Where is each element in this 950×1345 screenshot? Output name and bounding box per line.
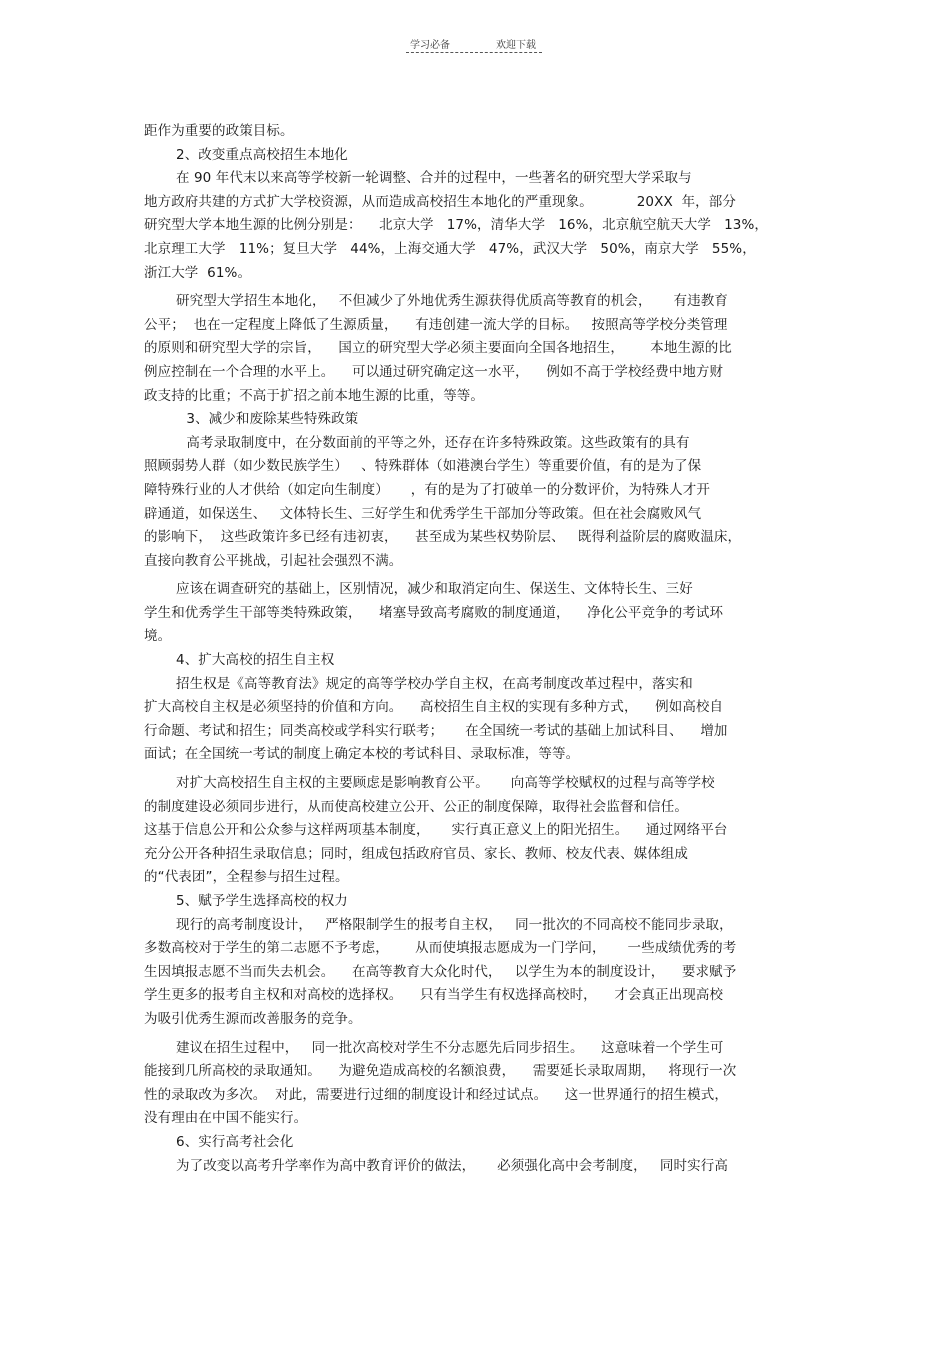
body-line: 直接向教育公平挑战，引起社会强烈不满。 [144,552,403,569]
header-left-text: 学习必备 [410,40,450,51]
body-line: 为吸引优秀生源而改善服务的竞争。 [144,1010,362,1027]
body-line: 公平； 也在一定程度上降低了生源质量， 有违创建一流大学的目标。 按照高等学校分类管理 [144,316,728,333]
section-heading: 3、减少和废除某些特殊政策 [182,411,359,428]
body-line: 照顾弱势人群（如少数民族学生） 、特殊群体（如港澳台学生）等重要价值，有的是为了保 [144,458,702,475]
body-line: 生因填报志愿不当而失去机会。 在高等教育大众化时代， 以学生为本的制度设计， 要求赋予 [144,963,737,980]
body-line: 没有理由在中国不能实行。 [144,1110,308,1127]
header-right-text: 欢迎下载 [496,40,536,51]
body-line: 的制度建设必须同步进行，从而使高校建立公开、公正的制度保障，取得社会监督和信任。 [144,798,688,815]
document-body [144,120,808,1178]
body-line: 充分公开各种招生录取信息；同时，组成包括政府官员、家长、教师、校友代表、媒体组成 [144,845,688,862]
section-heading: 4、扩大高校的招生自主权 [176,652,335,669]
body-line: 距作为重要的政策目标。 [144,123,294,139]
header-dashed-rule [406,52,542,53]
body-line: 障特殊行业的人才供给（如定向生制度） ，有的是为了打破单一的分数评价，为特殊人才开 [144,481,710,498]
page-header [0,40,950,60]
body-line: 的原则和研究型大学的宗旨， 国立的研究型大学必须主要面向全国各地招生， 本地生源的比 [144,340,732,357]
body-line: 研究型大学招生本地化， 不但减少了外地优秀生源获得优质高等教育的机会， 有违教育 [176,293,728,310]
body-line: 这基于信息公开和公众参与这样两项基本制度， 实行真正意义上的阳光招生。 通过网络平台 [144,822,728,839]
body-line: 的影响下， 这些政策许多已经有违初衷， 甚至成为某些权势阶层、 既得利益阶层的腐败温床， [144,529,742,546]
body-line: 境。 [144,628,172,645]
section-heading: 6、实行高考社会化 [176,1133,294,1150]
body-line: 研究型大学本地生源的比例分别是： 北京大学 17%，清华大学 16%，北京航空航天大学 13%， [144,217,769,234]
body-line: 对扩大高校招生自主权的主要顾虑是影响教育公平。 向高等学校赋权的过程与高等学校 [176,775,715,792]
body-line: 在 90 年代末以来高等学校新一轮调整、合并的过程中，一些著名的研究型大学采取与 [176,170,692,187]
body-line: 建议在招生过程中， 同一批次高校对学生不分志愿先后同步招生。 这意味着一个学生可 [176,1039,724,1056]
body-line: 辟通道，如保送生、 文体特长生、三好学生和优秀学生干部加分等政策。但在社会腐败风气 [144,505,702,522]
body-line: 浙江大学 61%。 [144,264,252,281]
body-line: 招生权是《高等教育法》规定的高等学校办学自主权，在高考制度改革过程中，落实和 [176,675,693,692]
body-line: 为了改变以高考升学率作为高中教育评价的做法， 必须强化高中会考制度， 同时实行高 [176,1157,728,1174]
body-line: 地方政府共建的方式扩大学校资源，从而造成高校招生本地化的严重现象。 20XX 年，部分 [144,193,736,210]
body-line: 现行的高考制度设计， 严格限制学生的报考自主权， 同一批次的不同高校不能同步录取， [176,916,733,933]
body-line: 能接到几所高校的录取通知。 为避免造成高校的名额浪费， 需要延长录取周期， 将现行一次 [144,1063,737,1080]
section-heading: 5、赋予学生选择高校的权力 [176,893,348,909]
body-line: 行命题、考试和招生；同类高校或学科实行联考； 在全国统一考试的基础上加试科目、 增加 [144,722,728,739]
body-line: 多数高校对于学生的第二志愿不予考虑， 从而使填报志愿成为一门学问， 一些成绩优秀的考 [144,940,737,957]
body-line: 的“代表团”，全程参与招生过程。 [144,869,349,886]
body-line: 政支持的比重；不高于扩招之前本地生源的比重，等等。 [144,387,484,404]
body-line: 性的录取改为多次。 对此，需要进行过细的制度设计和经过试点。 这一世界通行的招生模式， [144,1086,728,1103]
body-line: 北京理工大学 11%；复旦大学 44%，上海交通大学 47%，武汉大学 50%，南京大学 55%， [144,240,756,257]
body-line: 学生和优秀学生干部等类特殊政策， 堵塞导致高考腐败的制度通道， 净化公平竞争的考试环 [144,604,724,621]
body-line: 学生更多的报考自主权和对高校的选择权。 只有当学生有权选择高校时， 才会真正出现高校 [144,987,724,1004]
section-heading: 2、改变重点高校招生本地化 [176,146,348,163]
body-line: 扩大高校自主权是必须坚持的价值和方向。 高校招生自主权的实现有多种方式， 例如高校自 [144,699,724,716]
body-line: 面试；在全国统一考试的制度上确定本校的考试科目、录取标准，等等。 [144,746,580,763]
body-line: 高考录取制度中，在分数面前的平等之外，还存在许多特殊政策。这些政策有的具有 [182,434,690,451]
body-line: 应该在调查研究的基础上，区别情况，减少和取消定向生、保送生、文体特长生、三好 [176,581,693,598]
body-line: 例应控制在一个合理的水平上。 可以通过研究确定这一水平， 例如不高于学校经费中地方财 [144,363,724,380]
